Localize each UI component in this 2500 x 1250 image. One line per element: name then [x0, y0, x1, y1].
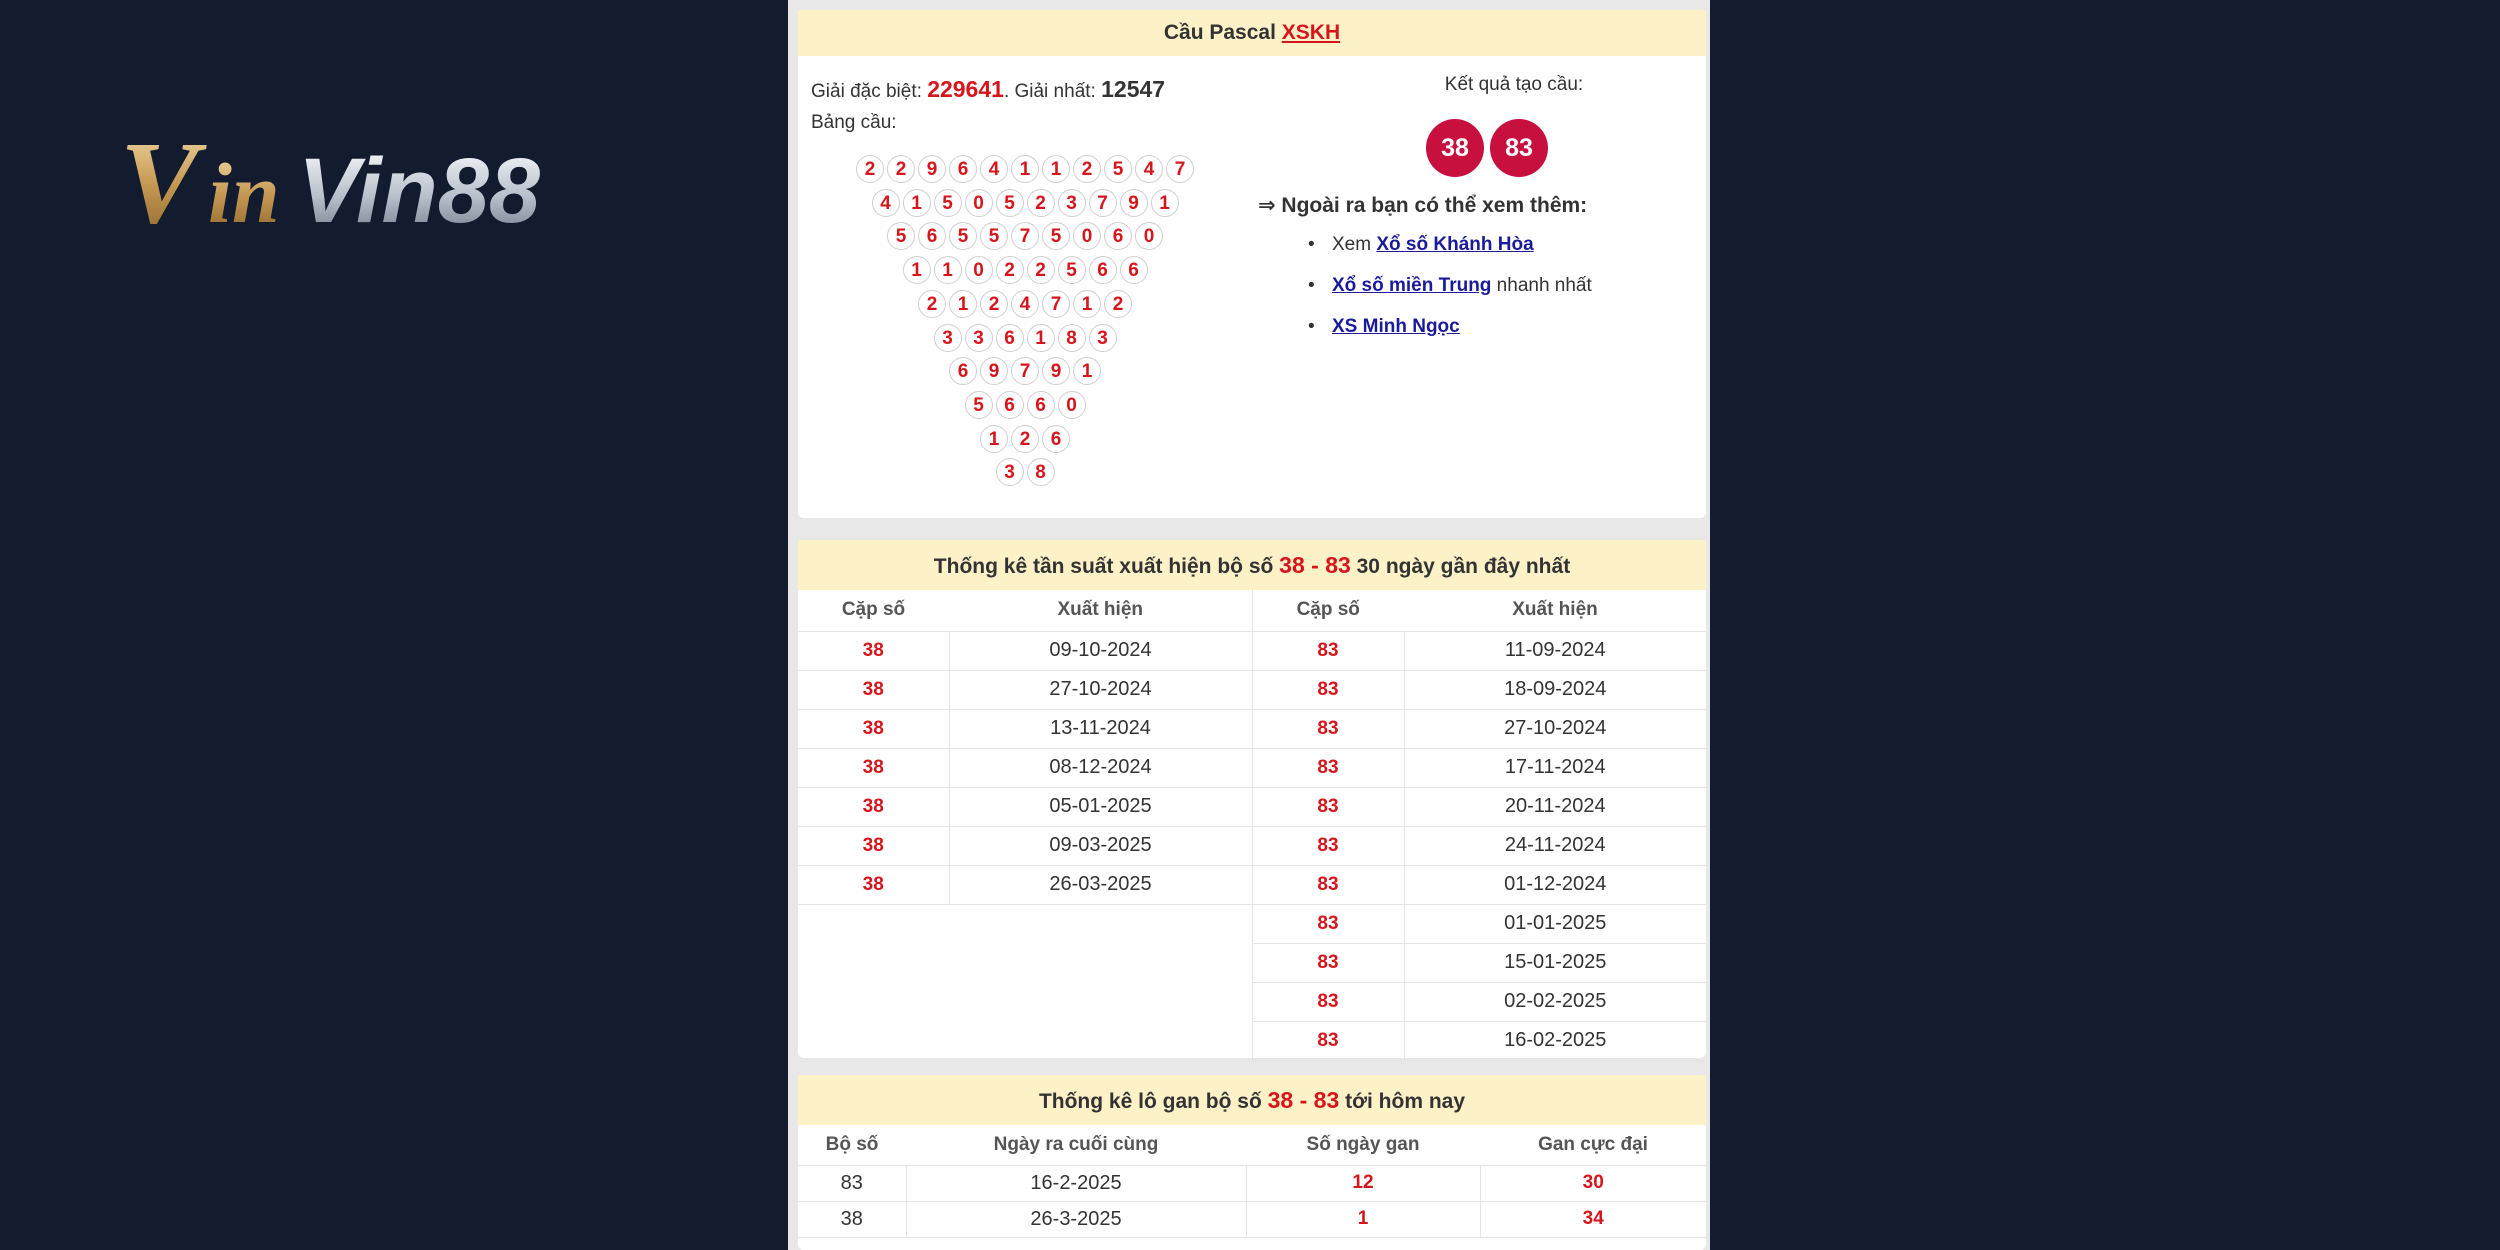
triangle-digit: 2 [887, 155, 915, 183]
triangle-digit: 1 [1042, 155, 1070, 183]
triangle-digit: 7 [1011, 222, 1039, 250]
triangle-digit: 2 [1027, 256, 1055, 284]
gan-days-cell: 12 [1246, 1165, 1480, 1201]
pair-cell: 83 [1252, 865, 1404, 904]
date-cell: 27-10-2024 [949, 670, 1252, 709]
triangle-digit: 0 [1135, 222, 1163, 250]
pair-cell: 83 [1252, 982, 1404, 1021]
see-more-item: • Xổ số miền Trung nhanh nhất [1308, 275, 1592, 316]
triangle-digit: 2 [980, 290, 1008, 318]
table-row [798, 1165, 1706, 1201]
pair-cell: 83 [1252, 748, 1404, 787]
triangle-digit: 1 [1011, 155, 1039, 183]
triangle-digit: 6 [949, 155, 977, 183]
gan-max-cell: 34 [1480, 1201, 1706, 1237]
gan-pair: 38 - 83 [1267, 1087, 1340, 1113]
table-row [798, 748, 1706, 787]
table-row [798, 1021, 1706, 1060]
triangle-digit: 1 [1027, 324, 1055, 352]
pair-cell: 38 [798, 826, 949, 865]
frequency-pair: 38 - 83 [1279, 552, 1351, 578]
triangle-digit: 5 [980, 222, 1008, 250]
table-row [798, 670, 1706, 709]
triangle-digit: 6 [1104, 222, 1132, 250]
svg-text:V: V [120, 117, 199, 248]
triangle-digit: 0 [1073, 222, 1101, 250]
see-more-list [1308, 234, 1592, 357]
triangle-digit: 7 [1089, 189, 1117, 217]
table-row [798, 709, 1706, 748]
date-cell: 16-02-2025 [1404, 1021, 1706, 1060]
xs-minh-ngoc-link[interactable]: XS Minh Ngọc [1332, 316, 1460, 337]
empty-cell [949, 1021, 1252, 1060]
svg-text:in: in [208, 145, 280, 241]
pair-cell: 38 [798, 709, 949, 748]
triangle-digit: 4 [1135, 155, 1163, 183]
date-cell: 17-11-2024 [1404, 748, 1706, 787]
triangle-digit: 1 [1151, 189, 1179, 217]
table-row [798, 787, 1706, 826]
see-more-item [1308, 316, 1592, 357]
date-cell: 26-03-2025 [949, 865, 1252, 904]
triangle-digit: 6 [1089, 256, 1117, 284]
pair-cell: 38 [798, 787, 949, 826]
pascal-header [798, 10, 1706, 56]
pair-cell: 38 [798, 748, 949, 787]
date-cell: 05-01-2025 [949, 787, 1252, 826]
pair-cell: 83 [1252, 631, 1404, 670]
triangle-digit: 6 [996, 324, 1024, 352]
table-row [798, 904, 1706, 943]
empty-cell [798, 982, 949, 1021]
table-row [798, 631, 1706, 670]
date-cell: 01-01-2025 [1404, 904, 1706, 943]
triangle-digit: 1 [1073, 357, 1101, 385]
triangle-digit: 6 [996, 391, 1024, 419]
triangle-digit: 4 [1011, 290, 1039, 318]
pair-cell: 83 [1252, 904, 1404, 943]
date-cell: 15-01-2025 [1404, 943, 1706, 982]
date-cell: 24-11-2024 [1404, 826, 1706, 865]
triangle-digit: 4 [872, 189, 900, 217]
empty-cell [949, 982, 1252, 1021]
triangle-digit: 6 [918, 222, 946, 250]
frequency-table [798, 590, 1706, 1061]
prize-line: Giải đặc biệt: 229641. Giải nhất: 12547 [811, 76, 1166, 102]
table-row [798, 943, 1706, 982]
triangle-digit: 5 [965, 391, 993, 419]
triangle-digit: 7 [1166, 155, 1194, 183]
triangle-digit: 3 [1058, 189, 1086, 217]
table-row [798, 982, 1706, 1021]
col-header: Bộ số [798, 1125, 906, 1165]
last-date-cell: 26-3-2025 [906, 1201, 1246, 1237]
xskh-link[interactable]: XSKH [1281, 21, 1341, 44]
triangle-digit: 0 [965, 256, 993, 284]
empty-cell [798, 943, 949, 982]
table-row [798, 826, 1706, 865]
result-ball: 38 [1426, 119, 1484, 177]
triangle-digit: 8 [1058, 324, 1086, 352]
date-cell: 13-11-2024 [949, 709, 1252, 748]
bo-so-cell: 83 [798, 1165, 906, 1201]
triangle-digit: 7 [1011, 357, 1039, 385]
table-row [798, 1201, 1706, 1237]
last-date-cell: 16-2-2025 [906, 1165, 1246, 1201]
col-header: Số ngày gan [1246, 1125, 1480, 1165]
col-header: Cặp số [1252, 590, 1404, 631]
empty-cell [798, 1021, 949, 1060]
date-cell: 09-10-2024 [949, 631, 1252, 670]
pascal-title: Cầu Pascal [1163, 21, 1276, 44]
content-panel [788, 0, 1710, 1250]
triangle-digit: 9 [1120, 189, 1148, 217]
bang-cau-label: Bảng cầu: [811, 112, 897, 133]
logo-text: Vin88 [298, 140, 541, 242]
triangle-digit: 5 [949, 222, 977, 250]
empty-cell [949, 904, 1252, 943]
pascal-box [798, 10, 1706, 518]
gan-days-cell: 1 [1246, 1201, 1480, 1237]
date-cell: 27-10-2024 [1404, 709, 1706, 748]
triangle-digit: 1 [949, 290, 977, 318]
empty-cell [949, 943, 1252, 982]
col-header: Ngày ra cuối cùng [906, 1125, 1246, 1165]
date-cell: 11-09-2024 [1404, 631, 1706, 670]
col-header: Gan cực đại [1480, 1125, 1706, 1165]
result-label: Kết quả tạo cầu: [1444, 74, 1584, 95]
triangle-digit: 5 [934, 189, 962, 217]
pair-cell: 83 [1252, 1021, 1404, 1060]
triangle-digit: 7 [1042, 290, 1070, 318]
pair-cell: 38 [798, 670, 949, 709]
triangle-digit: 1 [903, 189, 931, 217]
table-row [798, 865, 1706, 904]
triangle-digit: 3 [934, 324, 962, 352]
vin88-logo[interactable] [120, 117, 541, 248]
triangle-digit: 2 [1104, 290, 1132, 318]
triangle-digit: 1 [980, 425, 1008, 453]
date-cell: 20-11-2024 [1404, 787, 1706, 826]
pair-cell: 38 [798, 631, 949, 670]
frequency-box [798, 540, 1706, 1058]
pair-cell: 38 [798, 865, 949, 904]
triangle-digit: 2 [856, 155, 884, 183]
triangle-digit: 3 [1089, 324, 1117, 352]
triangle-digit: 5 [887, 222, 915, 250]
triangle-digit: 4 [980, 155, 1008, 183]
triangle-digit: 3 [996, 458, 1024, 486]
xo-so-khanh-hoa-link[interactable]: Xổ số Khánh Hòa [1376, 234, 1534, 255]
col-header: Xuất hiện [1404, 590, 1706, 631]
triangle-digit: 5 [1058, 256, 1086, 284]
date-cell: 01-12-2024 [1404, 865, 1706, 904]
see-more-item: • Xem Xổ số Khánh Hòa [1308, 234, 1592, 275]
col-header: Cặp số [798, 590, 949, 631]
triangle-digit: 0 [965, 189, 993, 217]
triangle-digit: 3 [965, 324, 993, 352]
date-cell: 02-02-2025 [1404, 982, 1706, 1021]
result-ball: 83 [1490, 119, 1548, 177]
gan-box [798, 1075, 1706, 1250]
pair-cell: 83 [1252, 943, 1404, 982]
triangle-digit: 2 [1073, 155, 1101, 183]
triangle-digit: 6 [1042, 425, 1070, 453]
gan-header: Thống kê lô gan bộ số 38 - 83 tới hôm nay [798, 1075, 1706, 1125]
triangle-digit: 0 [1058, 391, 1086, 419]
triangle-digit: 6 [949, 357, 977, 385]
see-more-title: ⇒ Ngoài ra bạn có thể xem thêm: [1258, 194, 1588, 217]
triangle-digit: 2 [996, 256, 1024, 284]
triangle-digit: 5 [1104, 155, 1132, 183]
triangle-digit: 8 [1027, 458, 1055, 486]
pair-cell: 83 [1252, 670, 1404, 709]
first-prize-value: 12547 [1101, 76, 1166, 102]
date-cell: 18-09-2024 [1404, 670, 1706, 709]
special-prize-value: 229641 [927, 76, 1004, 102]
pair-cell: 83 [1252, 826, 1404, 865]
empty-cell [798, 904, 949, 943]
xo-so-mien-trung-link[interactable]: Xổ số miền Trung [1332, 275, 1492, 296]
triangle-digit: 5 [1042, 222, 1070, 250]
triangle-digit: 9 [918, 155, 946, 183]
triangle-digit: 9 [1042, 357, 1070, 385]
col-header: Xuất hiện [949, 590, 1252, 631]
date-cell: 08-12-2024 [949, 748, 1252, 787]
triangle-digit: 2 [1027, 189, 1055, 217]
triangle-digit: 6 [1120, 256, 1148, 284]
triangle-digit: 6 [1027, 391, 1055, 419]
triangle-digit: 9 [980, 357, 1008, 385]
frequency-header: Thống kê tần suất xuất hiện bộ số 38 - 83 30 ngày gần đây nhất [798, 540, 1706, 590]
pair-cell: 83 [1252, 709, 1404, 748]
gan-max-cell: 30 [1480, 1165, 1706, 1201]
triangle-digit: 1 [1073, 290, 1101, 318]
triangle-digit: 1 [934, 256, 962, 284]
gan-table [798, 1125, 1706, 1238]
triangle-digit: 1 [903, 256, 931, 284]
pair-cell: 83 [1252, 787, 1404, 826]
triangle-digit: 2 [918, 290, 946, 318]
date-cell: 09-03-2025 [949, 826, 1252, 865]
bo-so-cell: 38 [798, 1201, 906, 1237]
triangle-digit: 5 [996, 189, 1024, 217]
triangle-digit: 2 [1011, 425, 1039, 453]
